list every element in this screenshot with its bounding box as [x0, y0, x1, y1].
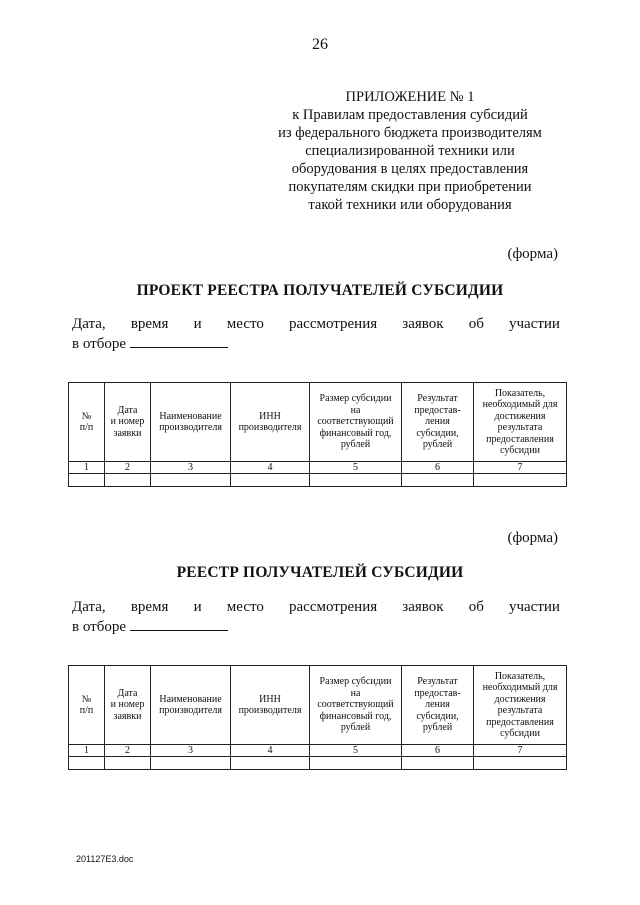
word: Дата, [72, 316, 106, 332]
word: время [130, 316, 169, 332]
document-code: 201127E3.doc [76, 854, 134, 864]
annex-line: покупателям скидки при приобретении [288, 179, 532, 195]
col-header-number: № п/п [69, 666, 105, 745]
column-number: 6 [402, 745, 474, 757]
annex-line: оборудования в целях предоставления [291, 161, 529, 177]
annex-header [240, 88, 580, 214]
word: заявок [402, 316, 444, 332]
word: место [226, 599, 264, 615]
column-number: 5 [310, 745, 402, 757]
date-line-words [72, 598, 560, 617]
col-header-producer-name: Наименование производителя [151, 383, 231, 462]
form-label: (форма) [507, 530, 558, 546]
column-number: 4 [231, 462, 310, 474]
col-header-indicator: Показатель, необходимый для достижения результата предоставления субсидии [474, 383, 567, 462]
col-header-result: Результат предостав- ления субсидии, рублей [402, 383, 474, 462]
table-row-column-numbers [69, 745, 567, 757]
word: и [193, 316, 202, 332]
annex-line: специализированной техники или [305, 143, 515, 159]
table-cell [402, 474, 474, 487]
column-number: 5 [310, 462, 402, 474]
table-cell [231, 474, 310, 487]
annex-line: к Правилам предоставления субсидий [292, 107, 528, 123]
word: заявок [402, 599, 444, 615]
table-cell [474, 474, 567, 487]
date-time-place-line [72, 315, 560, 354]
table-cell [151, 757, 231, 770]
word: рассмотрения [289, 599, 378, 615]
word: время [130, 599, 169, 615]
col-header-indicator: Показатель, необходимый для достижения результата предоставления субсидии [474, 666, 567, 745]
column-number: 2 [105, 745, 151, 757]
date-line-words [72, 315, 560, 334]
word: место [226, 316, 264, 332]
col-header-number: № п/п [69, 383, 105, 462]
table-cell [474, 757, 567, 770]
table-header-row [69, 383, 567, 462]
section-title-registry: РЕЕСТР ПОЛУЧАТЕЛЕЙ СУБСИДИИ [176, 564, 464, 581]
col-header-subsidy-size: Размер субсидии на соответствующий финансовый год, рублей [310, 666, 402, 745]
selection-label: в отборе [72, 336, 126, 352]
blank-underline [130, 617, 228, 631]
table-row-column-numbers [69, 462, 567, 474]
word: рассмотрения [289, 316, 378, 332]
table-cell [402, 757, 474, 770]
form-label: (форма) [507, 246, 558, 262]
word: об [468, 599, 484, 615]
registry-table-final [68, 665, 567, 770]
selection-label: в отборе [72, 619, 126, 635]
date-line-second [72, 334, 560, 354]
table-cell [151, 474, 231, 487]
table-cell [105, 757, 151, 770]
column-number: 3 [151, 745, 231, 757]
registry-table-draft [68, 382, 567, 487]
table-cell [310, 474, 402, 487]
table-header-row [69, 666, 567, 745]
table-row-empty [69, 757, 567, 770]
table-cell [105, 474, 151, 487]
col-header-subsidy-size: Размер субсидии на соответствующий финансовый год, рублей [310, 383, 402, 462]
col-header-inn: ИНН производителя [231, 383, 310, 462]
table-cell [310, 757, 402, 770]
annex-line: из федерального бюджета производителям [278, 125, 542, 141]
col-header-inn: ИНН производителя [231, 666, 310, 745]
date-time-place-line [72, 598, 560, 637]
word: Дата, [72, 599, 106, 615]
column-number: 7 [474, 745, 567, 757]
column-number: 6 [402, 462, 474, 474]
page-number: 26 [312, 36, 328, 53]
col-header-date: Дата и номер заявки [105, 383, 151, 462]
table-row-empty [69, 474, 567, 487]
col-header-producer-name: Наименование производителя [151, 666, 231, 745]
col-header-date: Дата и номер заявки [105, 666, 151, 745]
table-cell [69, 474, 105, 487]
column-number: 1 [69, 745, 105, 757]
column-number: 3 [151, 462, 231, 474]
date-line-second [72, 617, 560, 637]
annex-title: ПРИЛОЖЕНИЕ № 1 [345, 89, 475, 105]
column-number: 1 [69, 462, 105, 474]
word: и [193, 599, 202, 615]
table-cell [69, 757, 105, 770]
column-number: 4 [231, 745, 310, 757]
column-number: 7 [474, 462, 567, 474]
section-title-draft-registry: ПРОЕКТ РЕЕСТРА ПОЛУЧАТЕЛЕЙ СУБСИДИИ [136, 282, 504, 299]
word: участии [508, 316, 560, 332]
blank-underline [130, 334, 228, 348]
annex-line: такой техники или оборудования [308, 197, 512, 213]
table-cell [231, 757, 310, 770]
column-number: 2 [105, 462, 151, 474]
word: об [468, 316, 484, 332]
col-header-result: Результат предостав- ления субсидии, рублей [402, 666, 474, 745]
word: участии [508, 599, 560, 615]
